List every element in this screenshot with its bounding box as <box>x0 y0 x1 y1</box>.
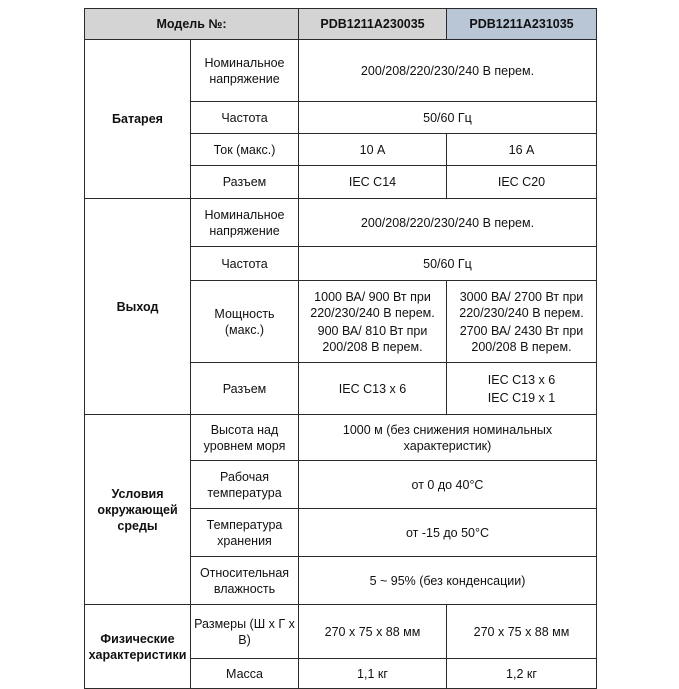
output-freq-label: Частота <box>191 247 299 281</box>
output-power-a-2: 900 ВА/ 810 Вт при 200/208 В перем. <box>317 323 428 354</box>
battery-current-a: 10 А <box>299 134 447 166</box>
output-connector-b-2: IEC C19 x 1 <box>487 390 556 405</box>
output-power-a-1: 1000 ВА/ 900 Вт при 220/230/240 В перем. <box>310 289 435 320</box>
table-row <box>85 199 597 247</box>
output-power-b <box>447 281 597 363</box>
altitude-label: Высота над уровнем моря <box>191 415 299 461</box>
op-temp-value: от 0 до 40°C <box>299 461 597 509</box>
table-row <box>85 605 597 659</box>
table-row <box>85 415 597 461</box>
output-power-b-2: 2700 ВА/ 2430 Вт при 200/208 В перем. <box>459 323 584 354</box>
weight-a: 1,1 кг <box>299 659 447 689</box>
weight-label: Масса <box>191 659 299 689</box>
battery-connector-a: IEC C14 <box>299 166 447 199</box>
model-label: Модель №: <box>85 9 299 40</box>
header-row <box>85 9 597 40</box>
altitude-value: 1000 м (без снижения номинальных характеристик) <box>299 415 597 461</box>
battery-voltage-value: 200/208/220/230/240 В перем. <box>299 40 597 102</box>
output-connector-label: Разъем <box>191 363 299 415</box>
output-voltage-value: 200/208/220/230/240 В перем. <box>299 199 597 247</box>
humidity-value: 5 ~ 95% (без конденсации) <box>299 557 597 605</box>
size-a: 270 x 75 x 88 мм <box>299 605 447 659</box>
group-battery: Батарея <box>85 40 191 199</box>
op-temp-label: Рабочая температура <box>191 461 299 509</box>
humidity-label: Относительная влажность <box>191 557 299 605</box>
battery-current-b: 16 А <box>447 134 597 166</box>
output-connector-a: IEC C13 x 6 <box>299 363 447 415</box>
table-row <box>85 40 597 102</box>
storage-temp-value: от -15 до 50°C <box>299 509 597 557</box>
storage-temp-label: Температура хранения <box>191 509 299 557</box>
size-label: Размеры (Ш х Г х В) <box>191 605 299 659</box>
output-power-a <box>299 281 447 363</box>
output-connector-b-1: IEC C13 x 6 <box>487 372 556 387</box>
output-voltage-label: Номинальное напряжение <box>191 199 299 247</box>
battery-freq-label: Частота <box>191 102 299 134</box>
battery-current-label: Ток (макс.) <box>191 134 299 166</box>
output-power-label: Мощность (макс.) <box>191 281 299 363</box>
spec-table <box>84 8 597 689</box>
group-output: Выход <box>85 199 191 415</box>
size-b: 270 x 75 x 88 мм <box>447 605 597 659</box>
output-freq-value: 50/60 Гц <box>299 247 597 281</box>
battery-connector-label: Разъем <box>191 166 299 199</box>
battery-voltage-label: Номинальное напряжение <box>191 40 299 102</box>
battery-freq-value: 50/60 Гц <box>299 102 597 134</box>
output-power-b-1: 3000 ВА/ 2700 Вт при 220/230/240 В перем. <box>459 289 584 320</box>
battery-connector-b: IEC C20 <box>447 166 597 199</box>
weight-b: 1,2 кг <box>447 659 597 689</box>
group-environment: Условия окружающей среды <box>85 415 191 605</box>
group-physical: Физические характеристики <box>85 605 191 689</box>
model-b: PDB1211A231035 <box>447 9 597 40</box>
output-connector-b <box>447 363 597 415</box>
model-a: PDB1211A230035 <box>299 9 447 40</box>
